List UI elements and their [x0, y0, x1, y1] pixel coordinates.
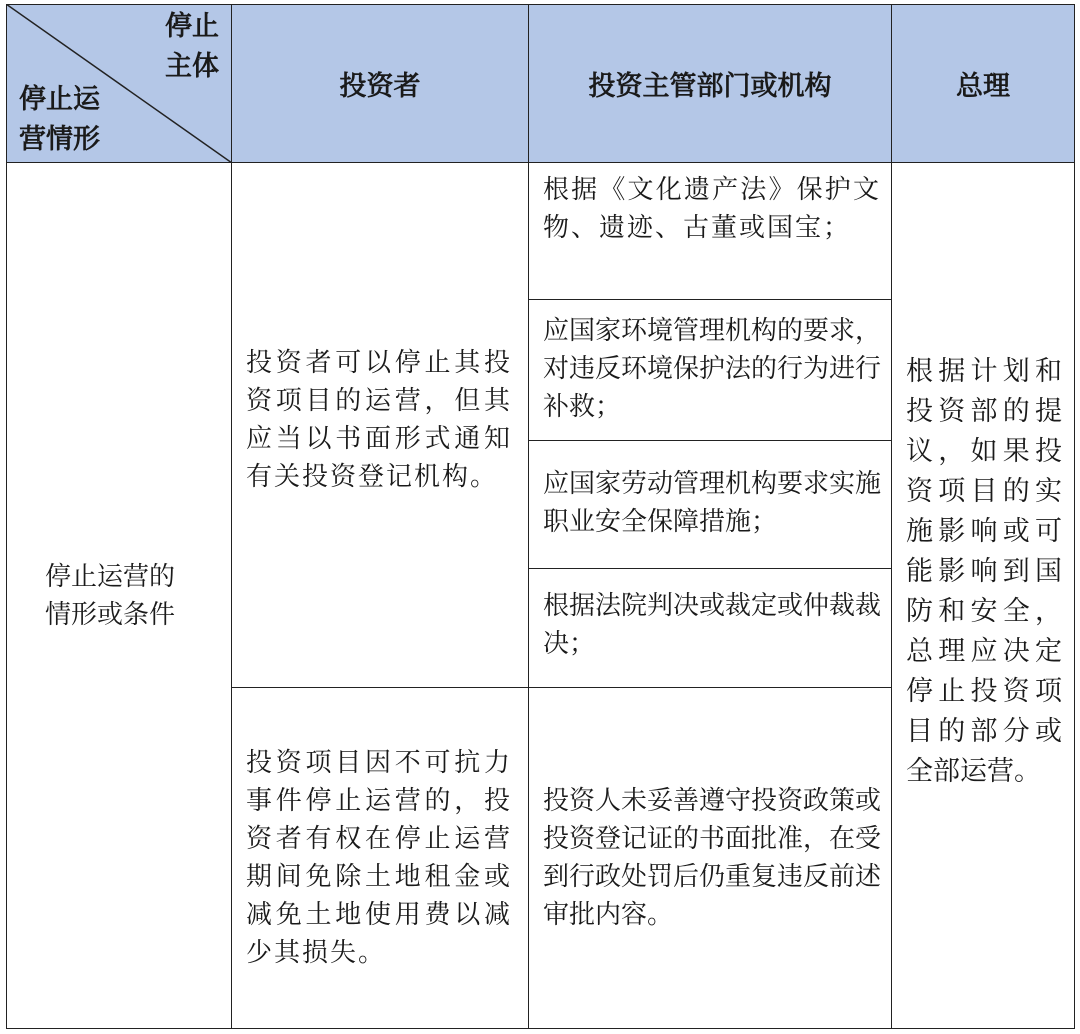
corner-header-cell [6, 4, 232, 163]
header-investor-label: 投资者 [339, 71, 421, 102]
authority-cell-4 [528, 568, 892, 688]
investor-cell-1 [231, 162, 529, 688]
header-authority [528, 4, 892, 163]
header-authority-label: 投资主管部门或机构 [588, 71, 832, 102]
pm-text: 根据计划和投资部的提议，如果投资项目的实施影响或可能影响到国防和安全，总理应决定停止投资项目的部分或全部运营。 [906, 355, 1062, 787]
authority-text-1: 根据《文化遗产法》保护文物、遗迹、古董或国宝； [543, 175, 881, 243]
authority-text-4: 根据法院判决或裁定或仲裁裁决； [543, 591, 882, 659]
authority-text-3: 应国家劳动管理机构要求实施职业安全保障措施； [543, 469, 882, 537]
corner-top-label: 停止 主体 [165, 11, 219, 82]
investor-text-1: 投资者可以停止其投资项目的运营，但其应当以书面形式通知有关投资登记机构。 [246, 348, 512, 492]
stop-operation-table [6, 4, 1075, 1029]
investor-cell-2 [231, 687, 529, 1029]
authority-cell-2 [528, 299, 892, 441]
header-pm [891, 4, 1075, 163]
authority-text-5: 投资人未妥善遵守投资政策或投资登记证的书面批准，在受到行政处罚后仍重复违反前述审批内容。 [543, 786, 882, 930]
authority-cell-3 [528, 440, 892, 569]
authority-text-2: 应国家环境管理机构的要求，对违反环境保护法的行为进行补救； [543, 316, 882, 422]
row-label-cell [6, 162, 232, 1029]
corner-bottom-label: 停止运 营情形 [19, 84, 100, 155]
pm-cell [891, 162, 1075, 1029]
row-label: 停止运营的 情形或条件 [45, 561, 176, 630]
header-pm-label: 总理 [956, 71, 1010, 102]
header-investor [231, 4, 529, 163]
authority-cell-1 [528, 162, 892, 300]
investor-text-2: 投资项目因不可抗力事件停止运营的，投资者有权在停止运营期间免除土地租金或减免土地使用费以减少其损失。 [246, 748, 512, 968]
authority-cell-5 [528, 687, 892, 1029]
